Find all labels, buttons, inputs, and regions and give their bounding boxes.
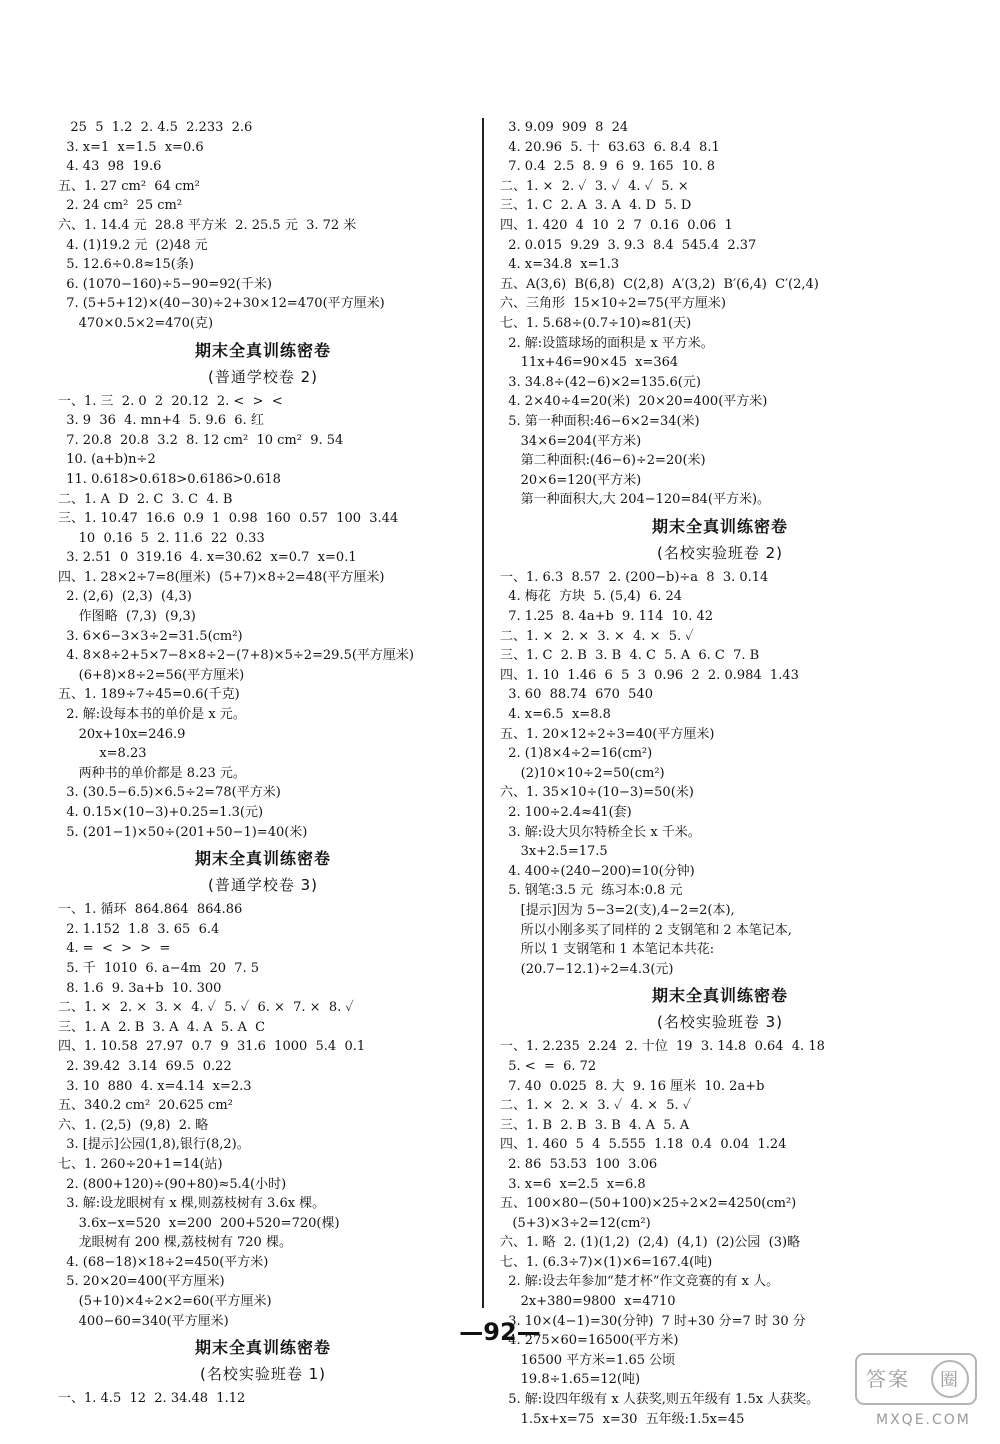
answer-line: 3. 60 88.74 670 540 <box>500 687 653 703</box>
answer-line: 11. 0.618>0.618>0.6186>0.618 <box>58 471 281 487</box>
page-number: —92— <box>459 1318 541 1346</box>
answer-line: 2. 100÷2.4≈41(套) <box>500 805 632 820</box>
answer-line: 四、1. 420 4 10 2 7 0.16 0.06 1 <box>500 217 733 233</box>
answer-line: 3. 9 36 4. mn+4 5. 9.6 6. 红 <box>58 413 264 429</box>
section-title: 期末全真训练密卷 <box>194 849 331 869</box>
answer-line: 一、1. 三 2. 0 2 20.12 2. < > < <box>58 393 283 409</box>
answer-line: 5. (201−1)×50÷(201+50−1)=40(米) <box>58 824 308 840</box>
answer-line: 四、1. 10 1.46 6 5 3 0.96 2 2. 0.984 1.43 <box>500 667 799 683</box>
answer-line: 5. 千 1010 6. a−4m 20 7. 5 <box>58 960 260 976</box>
column-divider <box>482 118 484 1308</box>
section-title: 期末全真训练密卷 <box>194 1338 331 1358</box>
answer-line: 3. x=6 x=2.5 x=6.8 <box>500 1176 646 1192</box>
answer-line: 5. 12.6÷0.8≈15(条) <box>58 257 194 273</box>
answer-line: 所以 1 支钢笔和 1 本笔记本共花: <box>500 942 715 958</box>
answer-line: 四、1. 460 5 4 5.555 1.18 0.4 0.04 1.24 <box>500 1137 787 1153</box>
answer-line: 4. 梅花 方块 5. (5,4) 6. 24 <box>500 589 683 605</box>
answer-line: 六、三角形 15×10÷2=75(平方厘米) <box>500 296 726 312</box>
answer-line: 五、1. 20×12÷2÷3=40(平方厘米) <box>500 726 715 742</box>
answer-line: 作图略 (7,3) (9,3) <box>58 609 196 625</box>
answer-line: 5. 20×20=400(平方厘米) <box>58 1274 225 1290</box>
answer-line: 一、1. 循环 864.864 864.86 <box>58 902 243 918</box>
answer-line: 3. 解:设大贝尔特桥全长 x 千米。 <box>500 824 701 840</box>
answer-line: 第一种面积大,大 204−120=84(平方米)。 <box>500 492 771 508</box>
answer-line: 七、1. 5.68÷(0.7÷10)≈81(天) <box>500 315 692 331</box>
section-subtitle: (名校实验班卷 1) <box>199 1365 327 1384</box>
answer-line: 六、1. 35×10÷(10−3)=50(米) <box>500 785 694 801</box>
answer-line: 470×0.5×2=470(克) <box>58 315 214 331</box>
answer-line: 5. < = 6. 72 <box>500 1058 597 1074</box>
answer-line: 二、1. × 2. × 3. ✓ 4. × 5. ✓ <box>500 1098 692 1114</box>
answer-line: 4. 400÷(240−200)=10(分钟) <box>500 863 695 879</box>
answer-line: 二、1. × 2. ✓ 3. ✓ 4. ✓ 5. × <box>500 178 689 194</box>
section-subtitle: (普通学校卷 3) <box>207 876 319 895</box>
answer-line: 2. (1)8×4÷2=16(cm²) <box>500 746 653 762</box>
answer-line: 5. 钢笔:3.5 元 练习本:0.8 元 <box>500 883 683 899</box>
answer-line: 2. 1.152 1.8 3. 65 6.4 <box>58 921 220 937</box>
section-subtitle: (名校实验班卷 2) <box>656 543 784 562</box>
answer-line: 二、1. A D 2. C 3. C 4. B <box>58 491 233 507</box>
answer-line: 11x+46=90×45 x=364 <box>500 355 679 371</box>
answer-line: 五、A(3,6) B(6,8) C(2,8) A′(3,2) B′(6,4) C′(2,4) <box>500 276 819 292</box>
answer-line: 4. = < > > = <box>58 941 171 957</box>
answer-line: 六、1. (2,5) (9,8) 2. 略 <box>58 1117 209 1133</box>
answer-line: 三、1. A 2. B 3. A 4. A 5. A C <box>58 1019 266 1035</box>
watermark-logo <box>836 1350 986 1430</box>
answer-line: 34×6=204(平方米) <box>500 433 642 449</box>
answer-line: 三、1. 10.47 16.6 0.9 1 0.98 160 0.57 100 3.44 <box>58 511 399 527</box>
section-title: 期末全真训练密卷 <box>651 516 788 536</box>
left-column <box>58 118 468 1409</box>
answer-line: 三、1. C 2. A 3. A 4. D 5. D <box>500 198 692 214</box>
answer-line: 5. 解:设四年级有 x 人获奖,则五年级有 1.5x 人获奖。 <box>500 1392 820 1408</box>
answer-line: 2. 解:设每本书的单价是 x 元。 <box>58 707 246 723</box>
answer-line: 4. 20.96 5. 十 63.63 6. 8.4 8.1 <box>500 139 720 155</box>
answer-line: 5. 第一种面积:46−6×2=34(米) <box>500 413 700 429</box>
section-title: 期末全真训练密卷 <box>651 986 788 1006</box>
answer-line: 二、1. × 2. × 3. × 4. ✓ 5. ✓ 6. × 7. × 8. ✓ <box>58 1000 354 1016</box>
answer-line: 3.6x−x=520 x=200 200+520=720(棵) <box>58 1215 340 1231</box>
answer-line: 4. x=6.5 x=8.8 <box>500 707 611 723</box>
answer-line: 4. (68−18)×18÷2=450(平方米) <box>58 1254 269 1270</box>
answer-line: 16500 平方米=1.65 公顷 <box>500 1352 676 1368</box>
answer-line: 6. (1070−160)÷5−90=92(千米) <box>58 276 272 292</box>
answer-line: 2. (800+120)÷(90+80)≈5.4(小时) <box>58 1176 287 1192</box>
answer-line: 1.5x+x=75 x=30 五年级:1.5x=45 <box>500 1411 745 1427</box>
answer-line: 3. [提示]公园(1,8),银行(8,2)。 <box>58 1137 250 1153</box>
right-column <box>500 118 940 1429</box>
answer-line: 四、1. 10.58 27.97 0.7 9 31.6 1000 5.4 0.1 <box>58 1039 366 1055</box>
answer-line: 4. 2×40÷4=20(米) 20×20=400(平方米) <box>500 394 768 410</box>
answer-line: 20×6=120(平方米) <box>500 472 642 488</box>
answer-line: 三、1. C 2. B 3. B 4. C 5. A 6. C 7. B <box>500 648 760 664</box>
answer-line: 3. 9.09 909 8 24 <box>500 120 629 135</box>
answer-line: 一、1. 4.5 12 2. 34.48 1.12 <box>58 1391 246 1407</box>
answer-line: 3. 6×6−3×3÷2=31.5(cm²) <box>58 628 243 644</box>
answer-line: 25 5 1.2 2. 4.5 2.233 2.6 <box>58 120 253 135</box>
answer-line: 2. 0.015 9.29 3. 9.3 8.4 545.4 2.37 <box>500 237 757 253</box>
answer-line: 七、1. 260÷20+1=14(站) <box>58 1156 223 1172</box>
answer-line: 4. (1)19.2 元 (2)48 元 <box>58 237 208 253</box>
answer-line: 三、1. B 2. B 3. B 4. A 5. A <box>500 1117 690 1133</box>
answer-line: 3. (30.5−6.5)×6.5÷2=78(平方米) <box>58 785 281 801</box>
answer-line: 3. 2.51 0 319.16 4. x=30.62 x=0.7 x=0.1 <box>58 550 357 566</box>
answer-line: 一、1. 2.235 2.24 2. 十位 19 3. 14.8 0.64 4. 18 <box>500 1039 825 1055</box>
answer-line: x=8.23 <box>58 746 147 762</box>
answer-line: 10. (a+b)n÷2 <box>58 452 156 468</box>
answer-line: 2. 24 cm² 25 cm² <box>58 198 183 214</box>
answer-line: (5+3)×3÷2=12(cm²) <box>500 1215 651 1231</box>
answer-line: 7. 1.25 8. 4a+b 9. 114 10. 42 <box>500 609 714 625</box>
answer-line: 20x+10x=246.9 <box>58 726 186 742</box>
answer-line: (20.7−12.1)÷2=4.3(元) <box>500 961 674 977</box>
answer-line: 10 0.16 5 2. 11.6 22 0.33 <box>58 530 265 546</box>
answer-line: 7. 20.8 20.8 3.2 8. 12 cm² 10 cm² 9. 54 <box>58 432 344 448</box>
answer-line: 7. 40 0.025 8. 大 9. 16 厘米 10. 2a+b <box>500 1078 765 1094</box>
answer-line: 4. 0.15×(10−3)+0.25=1.3(元) <box>58 805 264 820</box>
answer-line: [提示]因为 5−3=2(支),4−2=2(本), <box>500 902 735 918</box>
answer-line: 一、1. 6.3 8.57 2. (200−b)÷a 8 3. 0.14 <box>500 569 769 585</box>
answer-line: 五、1. 189÷7÷45=0.6(千克) <box>58 687 240 703</box>
answer-line: 7. (5+5+12)×(40−30)÷2+30×12=470(平方厘米) <box>58 296 385 312</box>
svg-text:答案: 答案 <box>866 1367 910 1391</box>
answer-line: (6+8)×8÷2=56(平方厘米) <box>58 667 245 683</box>
answer-line: 8. 1.6 9. 3a+b 10. 300 <box>58 980 222 996</box>
answer-line: 4. 275×60=16500(平方米) <box>500 1333 679 1349</box>
answer-line: 六、1. 略 2. (1)(1,2) (2,4) (4,1) (2)公园 (3)略 <box>500 1235 801 1251</box>
answer-line: 3x+2.5=17.5 <box>500 844 608 860</box>
answer-line: (2)10×10÷2=50(cm²) <box>500 765 665 781</box>
answer-line: 3. x=1 x=1.5 x=0.6 <box>58 139 204 155</box>
answer-line: 2x+380=9800 x=4710 <box>500 1294 676 1310</box>
answer-line: 两种书的单价都是 8.23 元。 <box>58 765 246 781</box>
watermark-logo-icon <box>836 1350 986 1430</box>
answer-line: 第二种面积:(46−6)÷2=20(米) <box>500 453 706 469</box>
answer-line: 4. 8×8÷2+5×7−8×8÷2−(7+8)×5÷2=29.5(平方厘米) <box>58 648 414 664</box>
answer-line: 四、1. 28×2÷7=8(厘米) (5+7)×8÷2=48(平方厘米) <box>58 569 385 585</box>
answer-line: (5+10)×4÷2×2=60(平方厘米) <box>58 1294 272 1310</box>
answer-line: 3. 10 880 4. x=4.14 x=2.3 <box>58 1078 252 1094</box>
answer-line: 五、100×80−(50+100)×25÷2×2=4250(cm²) <box>500 1196 797 1212</box>
answer-line: 19.8÷1.65=12(吨) <box>500 1372 641 1388</box>
answer-line: 七、1. (6.3÷7)×(1)×6=167.4(吨) <box>500 1254 713 1270</box>
svg-text:MXQE.COM: MXQE.COM <box>876 1412 971 1428</box>
answer-line: 所以小刚多买了同样的 2 支钢笔和 2 本笔记本, <box>500 922 792 938</box>
answer-line: 3. 解:设龙眼树有 x 棵,则荔枝树有 3.6x 棵。 <box>58 1196 326 1212</box>
answer-line: 六、1. 14.4 元 28.8 平方米 2. 25.5 元 3. 72 米 <box>58 217 357 233</box>
answer-line: 4. x=34.8 x=1.3 <box>500 257 620 273</box>
answer-line: 五、1. 27 cm² 64 cm² <box>58 178 200 194</box>
section-subtitle: (普通学校卷 2) <box>207 367 319 386</box>
section-title: 期末全真训练密卷 <box>194 340 331 360</box>
answer-line: 3. 34.8÷(42−6)×2=135.6(元) <box>500 374 701 390</box>
answer-line: 3. 10×(4−1)=30(分钟) 7 时+30 分=7 时 30 分 <box>500 1313 806 1329</box>
answer-line: 2. 解:设篮球场的面积是 x 平方米。 <box>500 335 714 351</box>
answer-line: 4. 43 98 19.6 <box>58 159 162 175</box>
answer-line: 2. 39.42 3.14 69.5 0.22 <box>58 1058 232 1074</box>
answer-line: 龙眼树有 200 棵,荔枝树有 720 棵。 <box>58 1235 292 1251</box>
answer-line: 400−60=340(平方厘米) <box>58 1313 229 1329</box>
answer-line: 2. (2,6) (2,3) (4,3) <box>58 589 192 605</box>
answer-line: 7. 0.4 2.5 8. 9 6 9. 165 10. 8 <box>500 159 715 175</box>
svg-text:圈: 圈 <box>940 1370 960 1391</box>
answer-line: 2. 解:设去年参加“楚才杯”作文竞赛的有 x 人。 <box>500 1274 780 1290</box>
answer-line: 五、340.2 cm² 20.625 cm² <box>58 1098 233 1114</box>
section-subtitle: (名校实验班卷 3) <box>656 1013 784 1032</box>
answer-line: 二、1. × 2. × 3. × 4. × 5. ✓ <box>500 628 694 644</box>
answer-line: 2. 86 53.53 100 3.06 <box>500 1156 658 1172</box>
